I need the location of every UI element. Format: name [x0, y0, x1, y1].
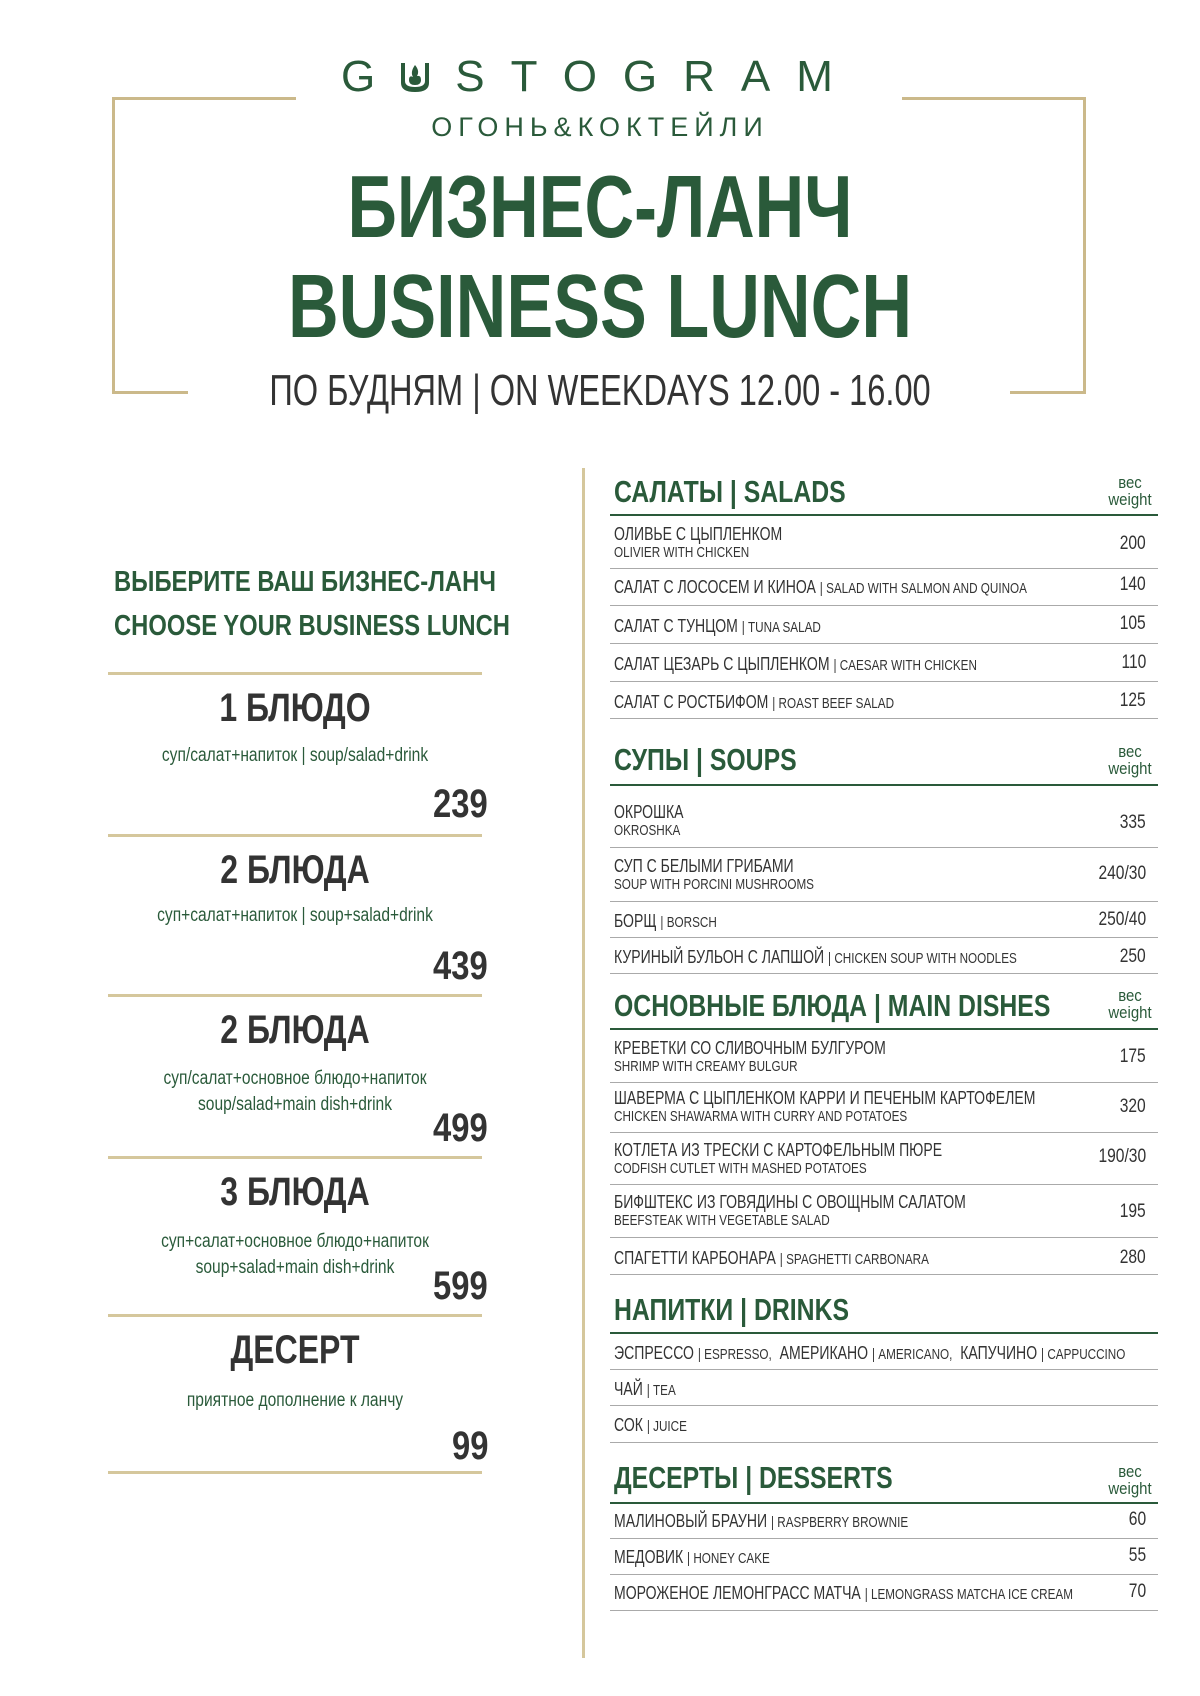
row-rule	[610, 1184, 1158, 1185]
item-name-en: | RASPBERRY BROWNIE	[770, 1514, 909, 1531]
item-name-en: | SPAGHETTI CARBONARA	[779, 1251, 929, 1268]
weight-label-en: weight	[1108, 759, 1152, 778]
item-name-ru: БОРЩ	[614, 911, 657, 931]
option-desc: суп+салат+напиток | soup+salad+drink	[157, 905, 433, 926]
item-name-ru: ЧАЙ	[614, 1379, 643, 1399]
option-desc: приятное дополнение к ланчу	[186, 1390, 404, 1411]
item-name-en: CODFISH CUTLET WITH MASHED POTATOES	[614, 1160, 867, 1177]
option-desc: суп/салат+напиток | soup/salad+drink	[161, 745, 429, 766]
weight-label-ru: вес	[1118, 742, 1142, 761]
item-weight: 140	[1120, 574, 1146, 595]
item-name-en: SHRIMP WITH CREAMY BULGUR	[614, 1058, 798, 1075]
item-name-en: CHICKEN SHAWARMA WITH CURRY AND POTATOES	[614, 1108, 908, 1125]
choose-heading-en: CHOOSE YOUR BUSINESS LUNCH	[114, 610, 510, 642]
title-en: BUSINESS LUNCH	[287, 257, 913, 357]
item-name-ru: МОРОЖЕНОЕ ЛЕМОНГРАСС МАТЧА	[614, 1583, 861, 1603]
row-rule	[610, 643, 1158, 644]
option-price: 99	[451, 1424, 488, 1468]
row-rule	[610, 1610, 1158, 1611]
item-name-en: | BORSCH	[660, 914, 717, 931]
menu-item	[614, 1192, 966, 1230]
item-name-ru: СПАГЕТТИ КАРБОНАРА	[614, 1248, 776, 1268]
menu-item	[614, 856, 814, 894]
weight-label	[1104, 743, 1157, 777]
row-rule	[610, 1369, 1158, 1370]
brand-logo: G STOGRAM	[341, 52, 859, 101]
section-rule	[610, 514, 1158, 516]
section-rule	[610, 1502, 1158, 1504]
menu-item	[614, 692, 894, 714]
item-weight: 280	[1120, 1247, 1146, 1268]
row-rule	[610, 1237, 1158, 1238]
item-weight: 70	[1128, 1581, 1146, 1602]
item-name-ru: МАЛИНОВЫЙ БРАУНИ	[614, 1511, 768, 1531]
item-weight: 320	[1120, 1096, 1146, 1117]
item-name-ru: ОКРОШКА	[614, 802, 684, 822]
option-title: 1 БЛЮДО	[219, 686, 371, 730]
section-heading-drinks: НАПИТКИ | DRINKS	[614, 1292, 850, 1327]
weight-label-ru: вес	[1118, 986, 1142, 1005]
item-name-en: | CAPPUCCINO	[1041, 1346, 1126, 1363]
weight-label	[1104, 474, 1157, 508]
item-weight: 200	[1120, 533, 1146, 554]
row-rule	[610, 1442, 1158, 1443]
frame-top-right	[902, 97, 1086, 100]
menu-item	[614, 654, 977, 676]
option-divider	[108, 1314, 482, 1317]
row-rule	[610, 568, 1158, 569]
item-name-en: | JUICE	[646, 1418, 687, 1435]
weight-label	[1104, 987, 1157, 1021]
section-rule	[610, 1028, 1158, 1030]
menu-item	[614, 1415, 687, 1437]
row-rule	[610, 901, 1158, 902]
item-name-ru: КРЕВЕТКИ СО СЛИВОЧНЫМ БУЛГУРОМ	[614, 1038, 886, 1058]
option-title: ДЕСЕРТ	[230, 1328, 360, 1372]
option-divider	[108, 1156, 482, 1159]
item-weight: 195	[1120, 1201, 1146, 1222]
column-divider	[582, 468, 585, 1658]
weight-label-ru: вес	[1118, 1462, 1142, 1481]
item-name-en: | SALAD WITH SALMON AND QUINOA	[819, 580, 1027, 597]
item-name-ru: КОТЛЕТА ИЗ ТРЕСКИ С КАРТОФЕЛЬНЫМ ПЮРЕ	[614, 1140, 943, 1160]
item-name-ru: КУРИНЫЙ БУЛЬОН С ЛАПШОЙ	[614, 947, 825, 967]
item-name-en: BEEFSTEAK WITH VEGETABLE SALAD	[614, 1212, 830, 1229]
flame-icon	[397, 59, 433, 95]
section-heading-soups: СУПЫ | SOUPS	[614, 742, 797, 777]
row-rule	[610, 1538, 1158, 1539]
item-name-en: | ESPRESSO,	[697, 1346, 772, 1363]
title-ru: БИЗНЕС-ЛАНЧ	[347, 157, 853, 256]
item-name-ru: ОЛИВЬЕ С ЦЫПЛЕНКОМ	[614, 524, 783, 544]
item-weight: 250/40	[1098, 909, 1146, 930]
item-name-ru: САЛАТ С ТУНЦОМ	[614, 616, 738, 636]
item-name-ru: ШАВЕРМА С ЦЫПЛЕНКОМ КАРРИ И ПЕЧЕНЫМ КАРТОФЕЛЕМ	[614, 1088, 1036, 1108]
item-weight: 105	[1120, 613, 1146, 634]
choose-heading	[114, 560, 510, 648]
menu-item	[614, 1038, 886, 1076]
frame-top-left	[112, 97, 296, 100]
weight-label-en: weight	[1108, 1479, 1152, 1498]
weight-label-en: weight	[1108, 490, 1152, 509]
row-rule	[610, 1574, 1158, 1575]
item-name-en: | LEMONGRASS MATCHA ICE CREAM	[864, 1586, 1073, 1603]
item-weight: 240/30	[1098, 863, 1146, 884]
item-weight: 190/30	[1098, 1146, 1146, 1167]
menu-item	[614, 1379, 676, 1401]
row-rule	[610, 1274, 1158, 1275]
item-name-en: | ROAST BEEF SALAD	[772, 695, 895, 712]
item-weight: 55	[1128, 1545, 1146, 1566]
menu-item	[614, 616, 821, 638]
item-name-ru: МЕДОВИК	[614, 1547, 684, 1567]
row-rule	[610, 1132, 1158, 1133]
section-heading-desserts: ДЕСЕРТЫ | DESSERTS	[614, 1460, 893, 1495]
hours: ПО БУДНЯМ | ON WEEKDAYS 12.00 - 16.00	[269, 366, 931, 415]
item-weight: 250	[1120, 946, 1146, 967]
frame-right	[1083, 97, 1086, 394]
option-desc: суп/салат+основное блюдо+напиток	[163, 1068, 427, 1089]
item-name-ru: СОК	[614, 1415, 643, 1435]
section-rule	[610, 784, 1158, 786]
choose-heading-ru: ВЫБЕРИТЕ ВАШ БИЗНЕС-ЛАНЧ	[114, 566, 496, 598]
weight-label-ru: вес	[1118, 473, 1142, 492]
option-title: 2 БЛЮДА	[220, 848, 370, 892]
weight-label-en: weight	[1108, 1003, 1152, 1022]
option-divider	[108, 834, 482, 837]
weight-label	[1104, 1463, 1157, 1497]
item-weight: 125	[1120, 690, 1146, 711]
item-name-en: | CAESAR WITH CHICKEN	[833, 657, 977, 674]
menu-item	[614, 1547, 770, 1569]
menu-item	[614, 1140, 942, 1178]
frame-left	[112, 97, 115, 394]
row-rule	[610, 718, 1158, 719]
item-name-en: | AMERICANO,	[871, 1346, 953, 1363]
item-weight: 60	[1128, 1509, 1146, 1530]
item-name-ru: САЛАТ С ЛОСОСЕМ И КИНОА	[614, 577, 816, 597]
item-name-ru: СУП С БЕЛЫМИ ГРИБАМИ	[614, 856, 794, 876]
menu-item	[614, 1511, 908, 1533]
row-rule	[610, 973, 1158, 974]
section-rule	[610, 1332, 1158, 1334]
item-weight: 335	[1120, 812, 1146, 833]
menu-item	[614, 577, 1027, 599]
row-rule	[610, 1082, 1158, 1083]
menu-item	[614, 1343, 1125, 1365]
menu-item	[614, 1248, 929, 1270]
item-name-ru: САЛАТ ЦЕЗАРЬ С ЦЫПЛЕНКОМ	[614, 654, 830, 674]
tagline: ОГОНЬ&КОКТЕЙЛИ	[431, 112, 769, 142]
option-divider	[108, 994, 482, 997]
item-name-ru: ЭСПРЕССО	[614, 1343, 694, 1363]
menu-item	[614, 802, 683, 840]
item-name-en: SOUP WITH PORCINI MUSHROOMS	[614, 876, 814, 893]
row-rule	[610, 681, 1158, 682]
item-name-en: OLIVIER WITH CHICKEN	[614, 544, 750, 561]
row-rule	[610, 847, 1158, 848]
item-name-en: | TEA	[646, 1382, 676, 1399]
option-price: 439	[433, 944, 488, 988]
menu-item	[614, 524, 782, 562]
option-desc: суп+салат+основное блюдо+напиток	[161, 1231, 429, 1252]
option-price: 499	[433, 1106, 488, 1150]
menu-item	[614, 947, 1017, 969]
option-title: 3 БЛЮДА	[220, 1170, 370, 1214]
option-divider	[108, 672, 482, 675]
menu-item	[614, 911, 717, 933]
item-weight: 110	[1121, 652, 1146, 673]
item-name-ru: БИФШТЕКС ИЗ ГОВЯДИНЫ С ОВОЩНЫМ САЛАТОМ	[614, 1192, 966, 1212]
item-name-ru: АМЕРИКАНО	[779, 1343, 869, 1363]
option-price: 599	[433, 1264, 488, 1308]
option-desc-en: soup/salad+main dish+drink	[197, 1094, 393, 1115]
menu-item	[614, 1583, 1073, 1605]
item-name-en: OKROSHKA	[614, 822, 681, 839]
section-heading-salads: САЛАТЫ | SALADS	[614, 474, 846, 509]
option-divider	[108, 1471, 482, 1474]
row-rule	[610, 937, 1158, 938]
item-name-en: | TUNA SALAD	[741, 619, 821, 636]
row-rule	[610, 1405, 1158, 1406]
item-name-ru: КАПУЧИНО	[960, 1343, 1038, 1363]
menu-item	[614, 1088, 1035, 1126]
option-title: 2 БЛЮДА	[220, 1008, 370, 1052]
item-name-en: | HONEY CAKE	[687, 1550, 770, 1567]
item-weight: 175	[1120, 1046, 1146, 1067]
option-price: 239	[433, 782, 488, 826]
section-heading-mains: ОСНОВНЫЕ БЛЮДА | MAIN DISHES	[614, 988, 1051, 1023]
item-name-ru: САЛАТ С РОСТБИФОМ	[614, 692, 769, 712]
item-name-en: | CHICKEN SOUP WITH NOODLES	[828, 950, 1017, 967]
row-rule	[610, 605, 1158, 606]
option-desc-en: soup+salad+main dish+drink	[195, 1257, 395, 1278]
